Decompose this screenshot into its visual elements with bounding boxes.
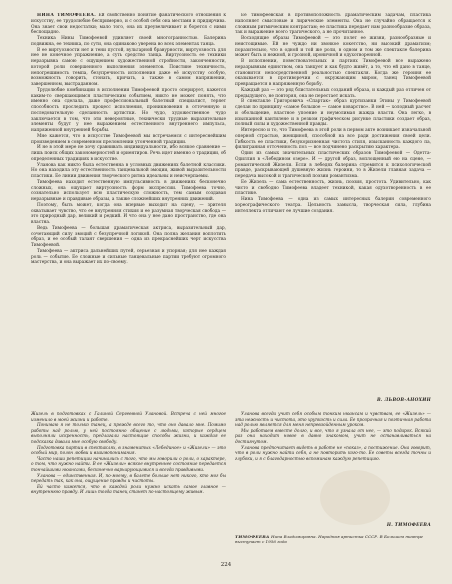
paragraph: Поэтому, быть может, когда она впервые выходит на сцену, — зрителя охватывает чувство, что ее внутренняя стихия и ее разумная творческая свобода — это природный дар, великий и редкий. И что она у нее дано пространство, где она властна.	[31, 202, 226, 225]
author-signature: В. ЛЬВОВ-АНОХИН	[376, 398, 431, 403]
page-number: 224	[220, 562, 232, 568]
paragraph: Уланова — единственная. И, по-моему, в балете больше нет никого, кто мог бы передать так, как она, ощущение правды и чистоты.	[31, 472, 226, 484]
paragraph: Уланова всегда учит себя особым тонким нюансам и чувствам, ее «Жизель» — эта нежность и чистота, это хрупкость и сила. Ее прозрачная и поэтичная работа над ролью является для меня непревзойденным уроком.	[235, 411, 431, 428]
paragraph: И не в этой мере не хочу сравнивать индивидуальности, ибо всякое сравнение — лишь поиск общих закономерностей и ориентиров. Речь идет именно о традиции, об определенных традициях в искусстве.	[31, 145, 226, 162]
article-heading: НИНА ТИМОФЕЕВА.	[37, 13, 97, 18]
paragraph: Один из самых значительных пластических образов Тимофеевой — Одетта-Одиллия в «Лебедином озере». И — другой образ, воплощенный ею на сцене, — романтической Жизели. Если в лебедях балерина стремится к психологической правде, раскрывающей душевную жизнь героини, то в Жизели главная задача — передача высокой и трагической поэзии романтизма.	[235, 151, 431, 179]
paragraph: Тимофеева — актриса дальнейших путей, серьезная и упорная; для нее каждая роль — событие. Ее сложные и сильные танцевальные партии требуют огромного мастерства, и она выражает их по-своему.	[31, 248, 226, 266]
paragraph: Ее Жизель — сама естественность, жизнь, поэзия, простота. Удивительно, как чисто и свободно Тимофеева владеет техникой, какая одухотворенность в ее пластике.	[235, 179, 431, 197]
paragraph: Мне кажется, что в искусстве Тимофеевой мы встречаемся с интереснейшим произведением в современном преломлении утонченной традиции.	[31, 133, 226, 145]
paragraph: Подготовка партии в спектаклях, в знаменитых «Лебединое» и «Жизели» — это особый мир, полон любви и взаимопонимания.	[31, 444, 226, 456]
paragraph-text: Ей свойственно понятие фанатического отношения к искусству, ее трудолюбие беспримерно, и с особой себя она местами и придирчива. Она знает свои недостатки; мало того, она их преувеличивает и борется с ними беспощадно.	[31, 13, 226, 36]
paragraph: Нина Тимофеева — одна из самых интересных балерин современного хореографического театра. Цельность замысла, творческая сила, глубина интеллекта отличают ее лучшие создания.	[235, 197, 431, 214]
paragraph: Мы работаем вместе долго, и все, что я узнала от нее, — это подарок. Всякий раз она находит новое в давно знакомом, учит не останавливаться на достигнутом.	[235, 427, 431, 444]
paragraph: Часто наши репетиции начинались с того, что мы говорили о роли, о характере, о том, что нужно найти. В ее «Жизели» всякое внутреннее состояние передается тончайшими нюансами, бесконечно варьирующимися и всегда правдивыми.	[31, 455, 226, 472]
caption-name: ТИМОФЕЕВА	[235, 534, 270, 539]
photo-caption	[235, 534, 431, 545]
article-lead-paragraph	[31, 13, 226, 36]
paragraph: Жизель в подготовках с Галиной Сергеевной Улановой. Встреча с ней многое изменило в моей жизни и работе.	[31, 411, 226, 422]
paragraph: Понимаю я не только танец, а прежде всего то, что оно давало мне. Помимо работы над ролью, у ней постоянно общение с людьми, которые сердцем выполняли искренность, предлагали настоящие способы жизни, и каждая ее подсказка давала мне особую свободу.	[31, 422, 226, 444]
paragraph: Техника Нины Тимофеевой удивляет своей многогранностью. Балерина подвижна, ее техника, по сути, она одинаково уверена во всех элементах танца.	[31, 36, 226, 47]
paragraph: Уланова предпочитает видеть в работе не «показ», а постижение. Она говорит, что в роли нужно найти себя, а не повторить кого-то. Ее советы всегда точны и глубоки, и я с благодарностью вспоминаю каждую репетицию.	[235, 444, 431, 461]
memoir-column-bottom-left	[31, 411, 226, 565]
paragraph: В ее виртуозности нет и тени пустой, вульгарной бравурности, виртуозность для нее не конечное упражнение, а суть средство танца. Виртуозность ее техники неразрывна самою с ощущением художественной стройности, законченности, которой роли совершенного выполнения элементов. Поистине техничность, непогрешимость темпа, безупречность исполнения даже её искусству особую, возможность говорить, стонать, кричать, а также в самом напряжении, завершенном, выстраданном.	[31, 47, 226, 87]
paragraph: Трудолюбие комбинации в исполнении Тимофеевой просто оперирует, кажется каким-то свершающимся пластическим событием, никто не может понять, что именно она сделала, даже профессиональный балетный специалист, теряет способность проследить процесс исполнения, проникновения в отточенную и последовательную сделанность артистки. Но чудо, художественное чудо заключается в том, что эти невероятные, технически трудные выразительные элементы будут у нее выражением естественного внутреннего импульса, напряженной внутренней борьбы.	[31, 87, 226, 133]
paragraph: Ведь Тимофеева — большая драматическая актриса, выразительный дар, сочетающий силу эмоций с безупречной логикой. Она полна желания воплотить образ, и ее особый талант свершения — одна из прекраснейших черт искусства Тимофеевой.	[31, 225, 226, 248]
dancer-signature: Н. ТИМОФЕЕВА	[386, 523, 431, 528]
caption-text: Нина Владимировна. Народная артистка СССР. В Большом театре выступает с 1956 года	[235, 534, 423, 545]
article-column-top-right	[235, 13, 431, 406]
paragraph: В спектакле Григоровича «Спартак» образ куртизанки Эгины у Тимофеевой сделан по принципу «самое большое — самое коварство». В ней — холодный расчет и обольщение, властное упоение и неумолимая жажда власти. Она легко, в изысканной кантилене и в резком графическом рисунке пластики создает образ, полный силы и художественной правды.	[235, 99, 431, 128]
paragraph: В исполнении, повествовательных и партиях Тимофеевой все выражено неразрывным единством, она танцует и как будто живёт, а то, что ей дано в танце, становится непосредственной реальностью спектакля. Когда же героиня ее оказывается в противоречии с окружающим миром, танец Тимофеевой превращается в напряженную борьбу.	[235, 59, 431, 87]
paragraph: Уланова как никто была естественна в условных движениях балетной классики. Но она находила эту естественность танцевальной эмоции, живой выразительности пластики. Ее линии движения творческого ритма идеальны и неисчерпаемы.	[31, 162, 226, 179]
memoir-column-bottom-right	[235, 411, 431, 528]
paragraph: Каждый раз — это ряд блистательных созданий образа, и каждый раз отличен от предыдущего, не повторяя, она не перестает искать.	[235, 87, 431, 99]
paragraph: Ей часто кажется, что в каждой роли нужно искать самое главное — внутреннюю правду. И лишь тогда танец станет по-настоящему живым.	[31, 483, 226, 495]
paragraph: Интересно и то, что Тимофеева в этой роли в первом акте возникает изначальной оперной страстью, женщиной, способной на все ради достижения своей цели. Гибкость ее пластики, безукоризненная чистота стиля, изысканность каждого па, филигранная отточенность поз — все подчинено раскрытию характера.	[235, 128, 431, 151]
paragraph: Ее тимофеевская в противоположность драматическим задачам, пластика наполняет смысловые и лирические элементы. Она не случайно обращается к сложным ритмическим контрастам; ее пластика передает нам разнообразие образа, так и выражение всего трагического, а не прочитанное.	[235, 13, 431, 36]
paragraph: Восходящие образы Тимофеевой — это полет ее жизни, разнообразные и неистощимые. Ей не чуждо ни звонкое кокетство, ни высокий драматизм; поразительно, что в одной и той же роли, в одном и том же спектакле балерина может быть и нежной, и грозной, ироничной и одухотворенной.	[235, 36, 431, 59]
paragraph: Тимофеева находит естественную импульсивность в движениях бесконечно сложных, она ощущает виртуозность форм экспрессии. Тимофеева точно, сознательно использует всю пластическую сложность, тем самым создавая неразрывные и правдивые образы, а также сложнейших внутренних движений.	[31, 179, 226, 202]
article-column-top-left	[31, 13, 226, 406]
